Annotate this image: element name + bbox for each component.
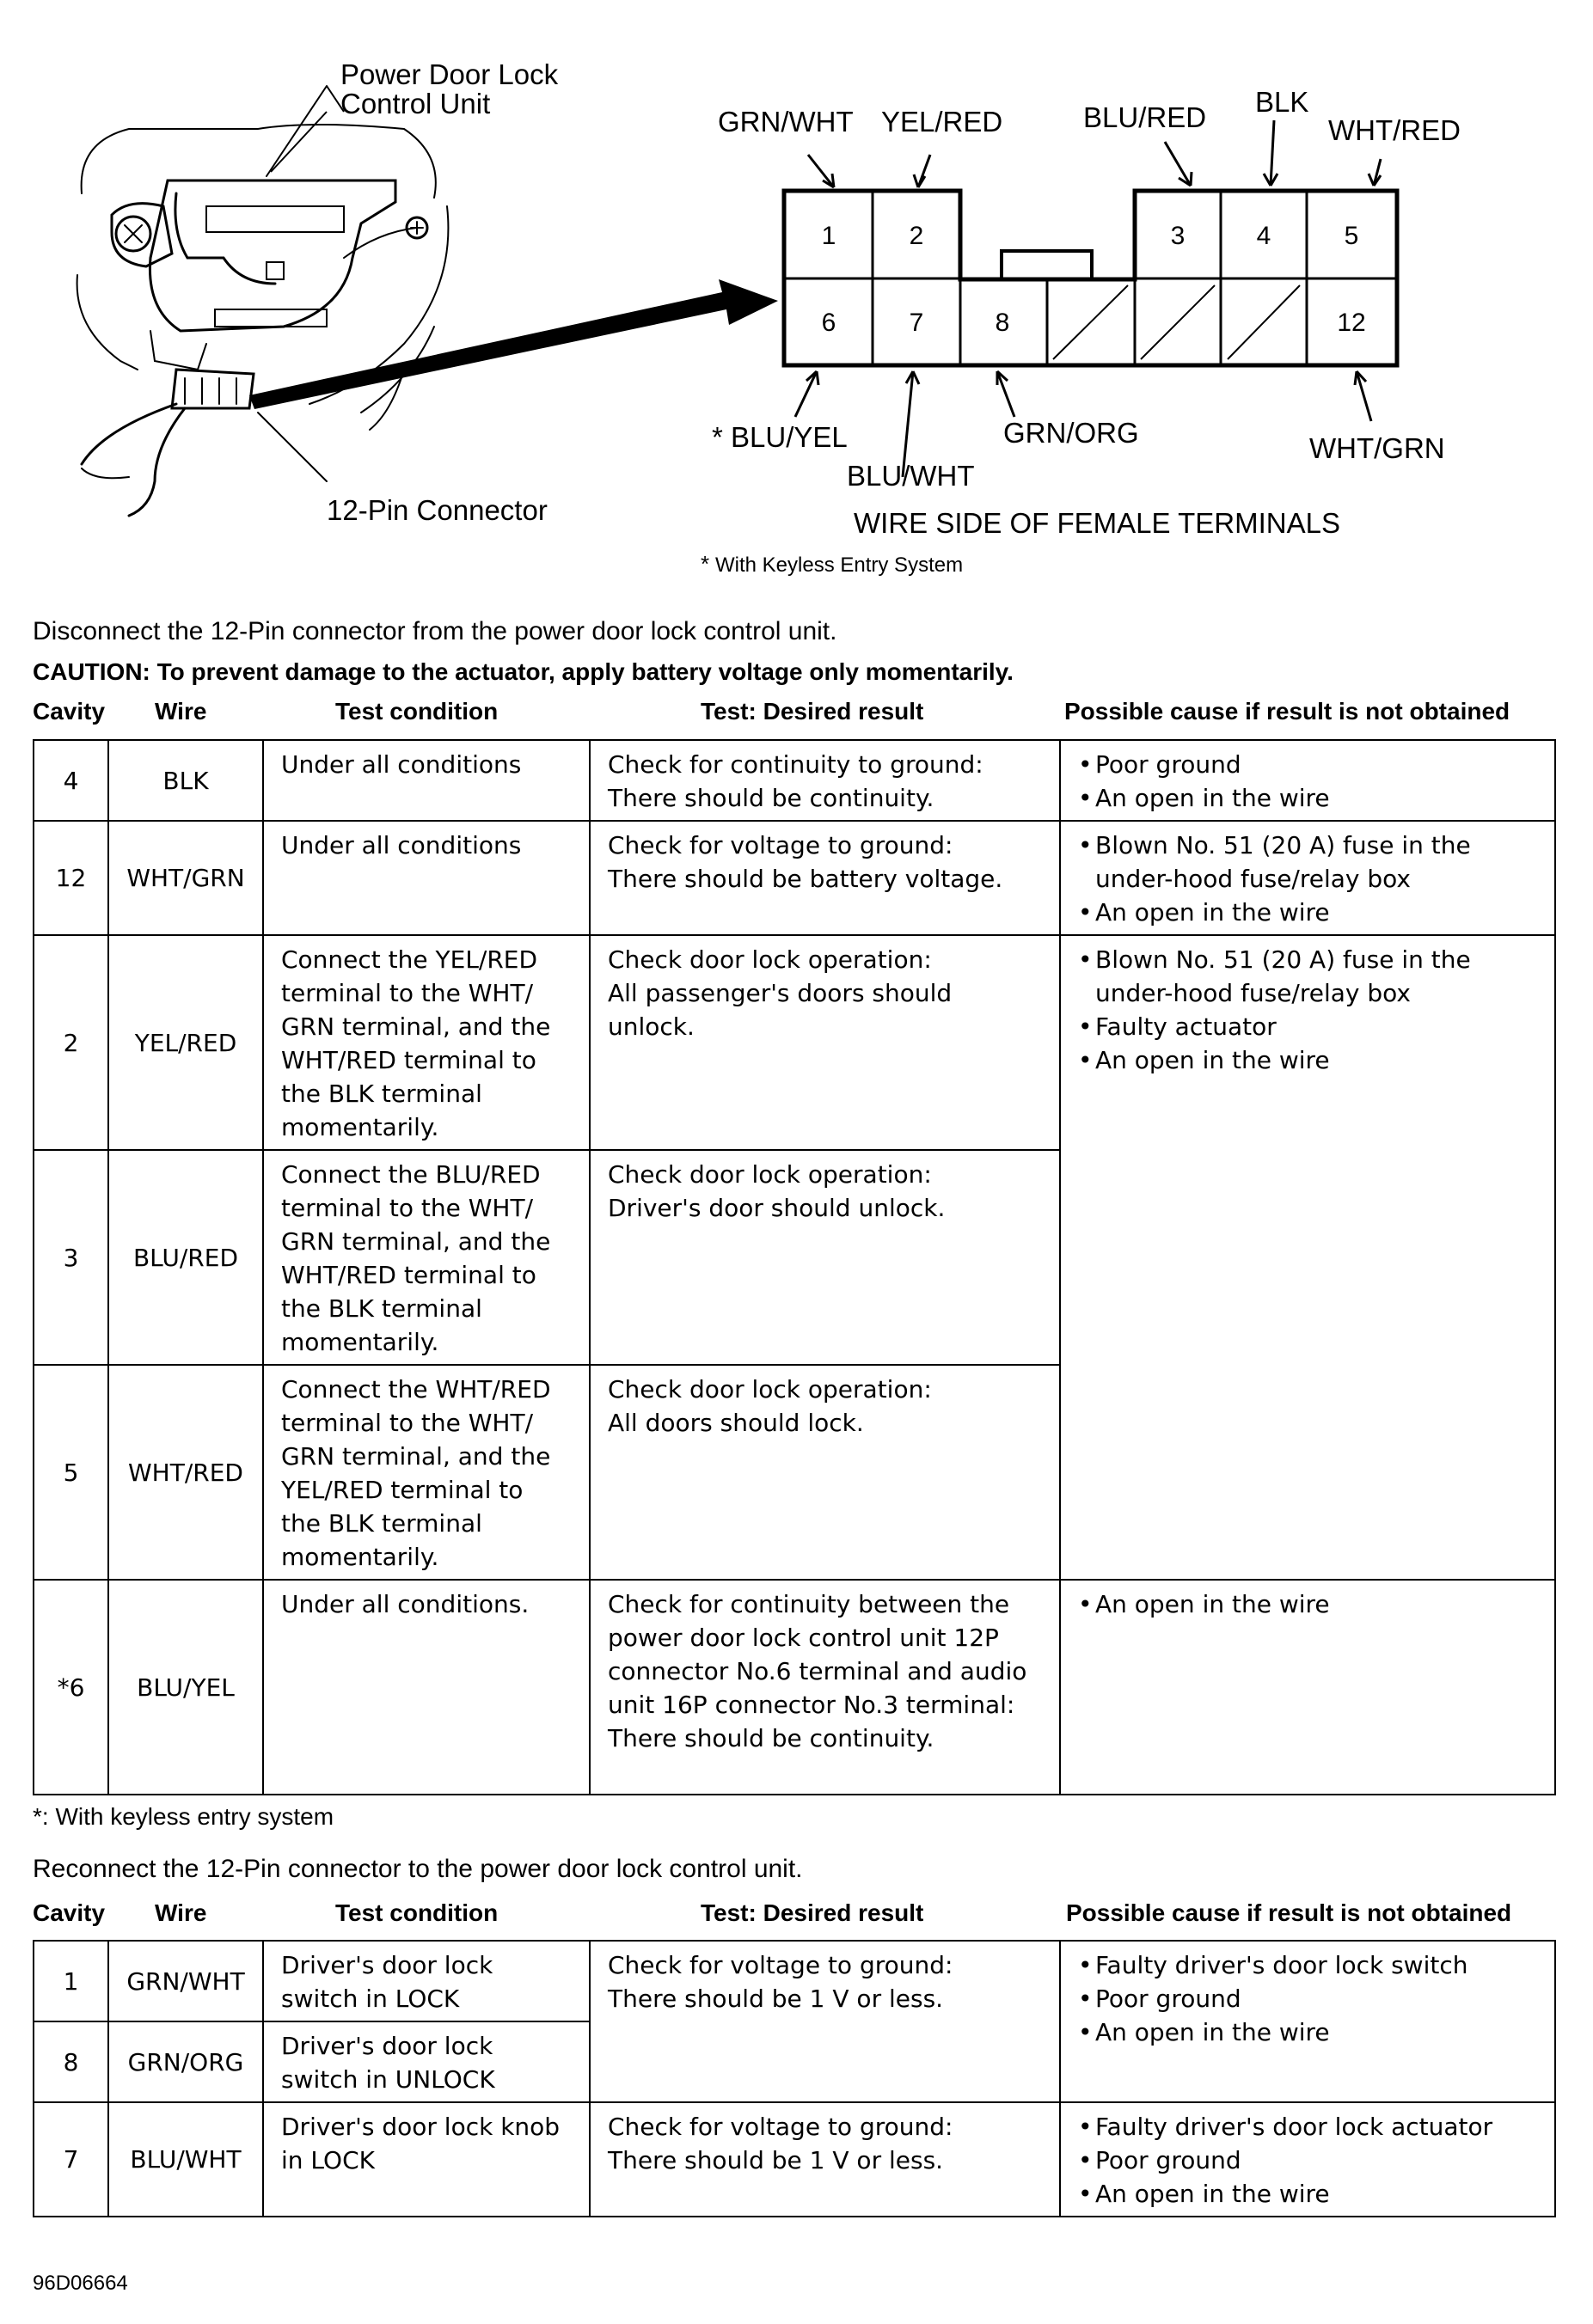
cause-cell: • An open in the wire (1060, 1580, 1555, 1795)
condition-cell: Under all conditions (263, 821, 590, 935)
pin-3: 3 (1170, 222, 1186, 250)
condition-cell: Driver's door lock switch in LOCK (263, 1941, 590, 2021)
connector-diagram (0, 0, 1593, 593)
unit-label-line2: Control Unit (340, 88, 491, 119)
pin-4: 4 (1256, 222, 1271, 250)
cause-cell: • Faulty driver's door lock actuator • Poor ground • An open in the wire (1060, 2102, 1555, 2217)
wire-cell: BLK (108, 740, 263, 821)
pin-1: 1 (821, 222, 836, 250)
table-row (34, 1941, 1555, 2021)
table2-header (33, 1899, 1563, 1934)
wire-cell: BLU/RED (108, 1150, 263, 1365)
cavity-cell: 12 (34, 821, 108, 935)
connector-face (784, 191, 1397, 365)
wire-label-blu-red: BLU/RED (1083, 101, 1207, 133)
wire-label-yel-red: YEL/RED (881, 106, 1003, 138)
cause-cell: • Faulty driver's door lock switch • Poor ground • An open in the wire (1060, 1941, 1555, 2102)
wire-cell: BLU/YEL (108, 1580, 263, 1795)
col-possible-cause: Possible cause if result is not obtained (1064, 698, 1510, 725)
footnote-mark: * (701, 551, 710, 577)
disconnect-instruction: Disconnect the 12-Pin connector from the power door lock control unit. (33, 617, 837, 645)
cavity-cell: 4 (34, 740, 108, 821)
pointer-arrow (249, 279, 778, 409)
col-test-condition: Test condition (335, 1899, 499, 1926)
col-wire: Wire (155, 1899, 207, 1926)
cavity-cell: 7 (34, 2102, 108, 2217)
wire-cell: GRN/WHT (108, 1941, 263, 2021)
condition-cell: Driver's door lock knob in LOCK (263, 2102, 590, 2217)
wire-label-blu-wht: BLU/WHT (847, 460, 975, 492)
table-row (34, 740, 1555, 821)
connector-label: 12-Pin Connector (327, 494, 548, 526)
pin-7: 7 (909, 309, 924, 337)
cavity-cell: 3 (34, 1150, 108, 1365)
figure-code: 96D06664 (33, 2272, 128, 2295)
result-cell: Check door lock operation: All doors should lock. (590, 1365, 1060, 1580)
result-cell: Check door lock operation: Driver's door should unlock. (590, 1150, 1060, 1365)
wire-label-grn-wht: GRN/WHT (718, 106, 854, 138)
table-row (34, 821, 1555, 935)
pin-6: 6 (821, 309, 836, 337)
result-cell: Check for voltage to ground: There should be battery voltage. (590, 821, 1060, 935)
table-row (34, 2102, 1555, 2217)
wire-cell: WHT/RED (108, 1365, 263, 1580)
wire-cell: YEL/RED (108, 935, 263, 1150)
col-cavity: Cavity (33, 698, 106, 725)
reconnected-test-table (33, 1940, 1556, 2217)
cause-cell: • Blown No. 51 (20 A) fuse in the under-hood fuse/relay box • Faulty actuator • An open in the wire (1060, 935, 1555, 1580)
disconnected-test-table (33, 739, 1556, 1795)
cavity-cell: 1 (34, 1941, 108, 2021)
col-wire: Wire (155, 698, 207, 725)
table-row (34, 1580, 1555, 1795)
condition-cell: Under all conditions (263, 740, 590, 821)
wire-label-wht-red: WHT/RED (1328, 114, 1461, 146)
cavity-cell: 8 (34, 2021, 108, 2102)
table-row (34, 935, 1555, 1150)
cause-cell: • Poor ground • An open in the wire (1060, 740, 1555, 821)
wire-cell: WHT/GRN (108, 821, 263, 935)
table1-header (33, 698, 1563, 732)
result-cell: Check for continuity between the power door lock control unit 12P connector No.6 terminal and audio unit 16P connector No.3 terminal: There should be continuity. (590, 1580, 1060, 1795)
result-cell: Check for continuity to ground: There should be continuity. (590, 740, 1060, 821)
result-cell: Check for voltage to ground: There should be 1 V or less. (590, 2102, 1060, 2217)
keyless-footnote: With Keyless Entry System (715, 553, 964, 577)
cause-cell: • Blown No. 51 (20 A) fuse in the under-hood fuse/relay box • An open in the wire (1060, 821, 1555, 935)
wire-label-blk: BLK (1255, 86, 1309, 118)
leader-lines (271, 86, 1381, 477)
pin-8: 8 (995, 309, 1010, 337)
col-possible-cause: Possible cause if result is not obtained (1066, 1899, 1512, 1926)
cavity-cell: 2 (34, 935, 108, 1150)
wire-label-blu-yel: * BLU/YEL (712, 421, 848, 453)
control-unit-drawing (77, 86, 449, 516)
pin-12: 12 (1337, 309, 1366, 337)
col-cavity: Cavity (33, 1899, 106, 1926)
wire-label-wht-grn: WHT/GRN (1309, 432, 1445, 464)
pin-5: 5 (1344, 222, 1359, 250)
wire-cell: BLU/WHT (108, 2102, 263, 2217)
wire-label-grn-org: GRN/ORG (1003, 417, 1139, 449)
condition-cell: Under all conditions. (263, 1580, 590, 1795)
condition-cell: Driver's door lock switch in UNLOCK (263, 2021, 590, 2102)
keyless-entry-note: *: With keyless entry system (33, 1803, 334, 1830)
col-test-condition: Test condition (335, 698, 499, 725)
col-desired-result: Test: Desired result (701, 698, 924, 725)
cavity-cell: *6 (34, 1580, 108, 1795)
condition-cell: Connect the BLU/RED terminal to the WHT/ GRN terminal, and the WHT/RED terminal to the BLK terminal momentarily. (263, 1150, 590, 1365)
result-cell: Check for voltage to ground: There should be 1 V or less. (590, 1941, 1060, 2102)
wire-cell: GRN/ORG (108, 2021, 263, 2102)
pin-2: 2 (909, 222, 924, 250)
result-cell: Check door lock operation: All passenger's doors should unlock. (590, 935, 1060, 1150)
condition-cell: Connect the WHT/RED terminal to the WHT/ GRN terminal, and the YEL/RED terminal to the BLK terminal momentarily. (263, 1365, 590, 1580)
caution-note: CAUTION: To prevent damage to the actuator, apply battery voltage only momentarily. (33, 658, 1014, 685)
cavity-cell: 5 (34, 1365, 108, 1580)
col-desired-result: Test: Desired result (701, 1899, 924, 1926)
unit-label-line1: Power Door Lock (340, 58, 559, 90)
reconnect-instruction: Reconnect the 12-Pin connector to the power door lock control unit. (33, 1855, 803, 1883)
condition-cell: Connect the YEL/RED terminal to the WHT/ GRN terminal, and the WHT/RED terminal to the BLK terminal momentarily. (263, 935, 590, 1150)
terminal-caption: WIRE SIDE OF FEMALE TERMINALS (854, 507, 1340, 539)
